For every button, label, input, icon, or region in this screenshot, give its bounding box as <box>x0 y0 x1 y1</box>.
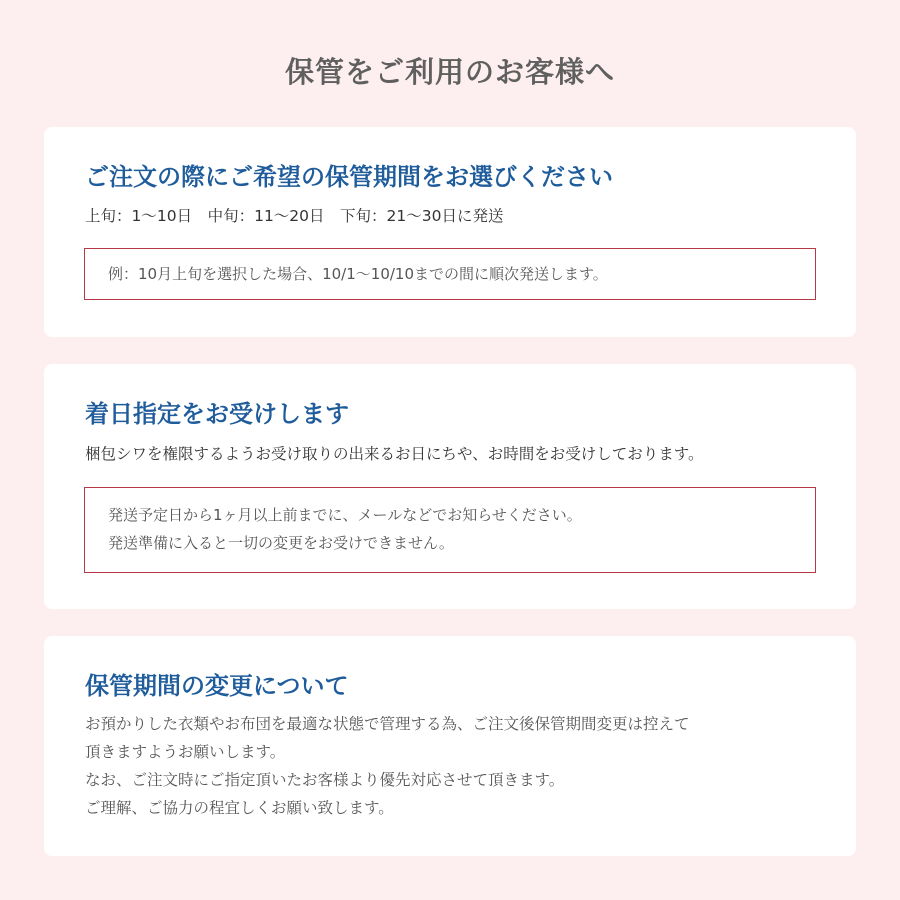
section-delivery-date <box>44 364 856 609</box>
section-heading: 着日指定をお受けします <box>85 400 349 428</box>
notice-line: 例：10月上旬を選択した場合、10/1〜10/10までの間に順次発送します。 <box>108 265 608 283</box>
section-period-change <box>44 636 856 856</box>
body-line: なお、ご注文時にご指定頂いたお客様より優先対応させて頂きます。 <box>85 771 565 789</box>
section-body <box>85 710 690 822</box>
page-title: 保管をご利用のお客様へ <box>284 55 615 89</box>
body-line: お預かりした衣類やお布団を最適な状態で管理する為、ご注文後保管期間変更は控えて <box>85 715 690 733</box>
section-heading: 保管期間の変更について <box>85 672 349 700</box>
section-storage-period <box>44 127 856 337</box>
body-line: 頂きますようお願いします。 <box>85 743 286 761</box>
notice-box <box>84 487 816 573</box>
notice-line: 発送予定日から1ヶ月以上前までに、メールなどでお知らせください。 <box>108 506 582 524</box>
notice-line: 発送準備に入ると一切の変更をお受けできません。 <box>108 534 454 552</box>
section-text: 梱包シワを権限するようお受け取りの出来るお日にちや、お時間をお受けしております。 <box>85 445 704 463</box>
section-text: 上旬：1〜10日 中旬：11〜20日 下旬：21〜30日に発送 <box>85 207 504 225</box>
body-line: ご理解、ご協力の程宜しくお願い致します。 <box>85 799 394 817</box>
notice-box <box>84 248 816 300</box>
section-heading: ご注文の際にご希望の保管期間をお選びください <box>85 163 613 191</box>
